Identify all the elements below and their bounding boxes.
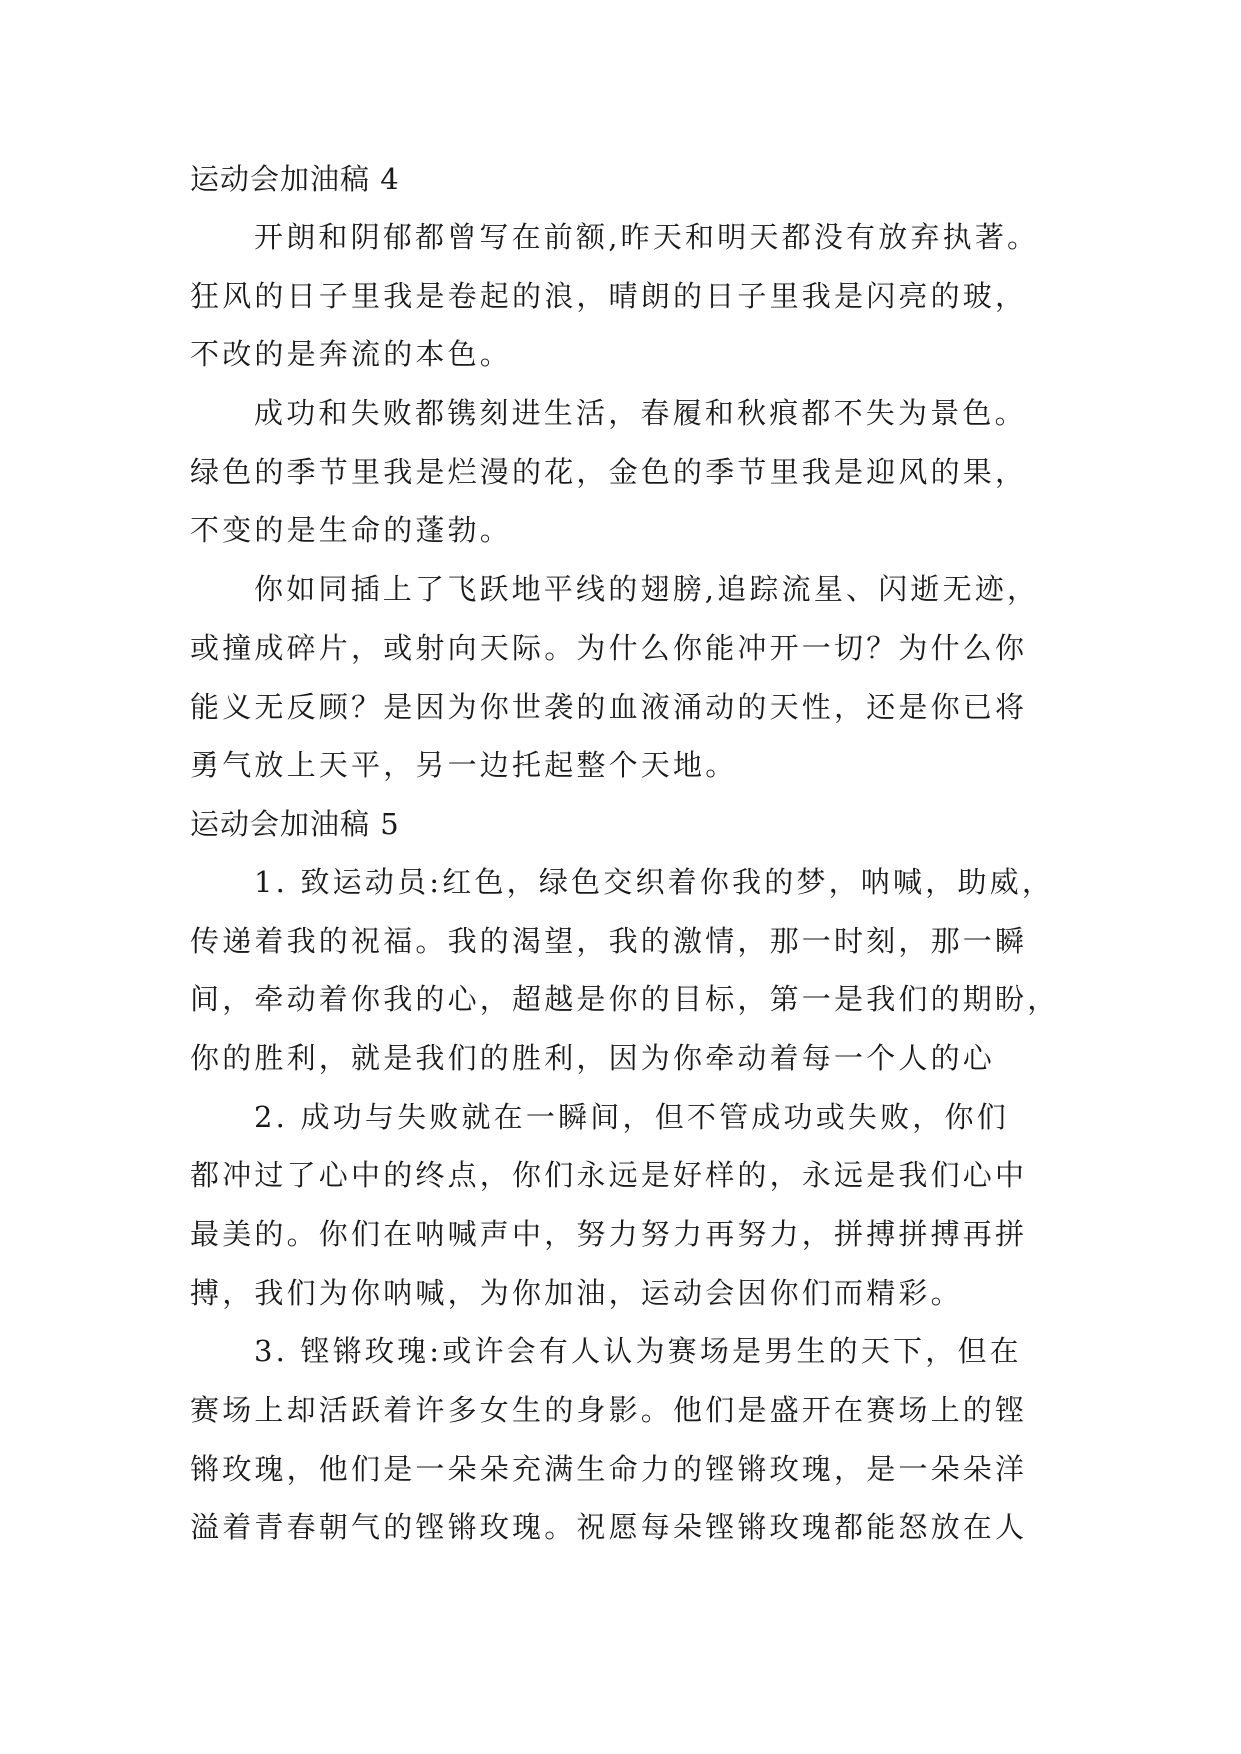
paragraph xyxy=(190,1088,1070,1323)
text-line: 狂风的日子里我是卷起的浪，晴朗的日子里我是闪亮的玻， xyxy=(190,278,1028,313)
text-line: 勇气放上天平，另一边托起整个天地。 xyxy=(190,748,738,783)
text-line: 成功和失败都镌刻进生活，春履和秋痕都不失为景色。 xyxy=(254,396,1027,431)
section-heading-4: 运动会加油稿 4 xyxy=(190,162,400,196)
text-line: 开朗和阴郁都曾写在前额,昨天和明天都没有放弃执著。 xyxy=(254,220,1040,254)
text-line: 你的胜利，就是我们的胜利，因为你牵动着每一个人的心 xyxy=(190,1040,996,1075)
text-line: 传递着我的祝福。我的渴望，我的激情，那一时刻，那一瞬 xyxy=(190,923,1028,958)
text-line: 间，牵动着你我的心，超越是你的目标，第一是我们的期盼， xyxy=(190,982,1060,1017)
text-line: 或撞成碎片，或射向天际。为什么你能冲开一切？为什么你 xyxy=(190,630,1028,665)
text-line: 2. 成功与失败就在一瞬间，但不管成功或失败，你们 xyxy=(254,1099,1009,1134)
text-line: 你如同插上了飞跃地平线的翅膀,追踪流星、闪逝无迹， xyxy=(254,572,1040,607)
document-body xyxy=(190,150,1070,1557)
text-line: 3. 铿锵玫瑰:或许会有人认为赛场是男生的天下，但在 xyxy=(254,1334,1022,1369)
paragraph xyxy=(190,560,1070,795)
paragraph xyxy=(190,1322,1070,1557)
text-line: 搏，我们为你呐喊，为你加油，运动会因你们而精彩。 xyxy=(190,1275,963,1310)
text-line: 溢着青春朝气的铿锵玫瑰。祝愿每朵铿锵玫瑰都能怒放在人 xyxy=(190,1510,1028,1545)
text-line: 赛场上却活跃着许多女生的身影。他们是盛开在赛场上的铿 xyxy=(190,1393,1028,1428)
text-line: 绿色的季节里我是烂漫的花，金色的季节里我是迎风的果， xyxy=(190,454,1028,489)
section-heading-5: 运动会加油稿 5 xyxy=(190,806,400,841)
paragraph xyxy=(190,853,1070,1088)
text-line: 都冲过了心中的终点，你们永远是好样的，永远是我们心中 xyxy=(190,1158,1028,1193)
text-line: 1. 致运动员:红色，绿色交织着你我的梦，呐喊，助威， xyxy=(254,864,1055,899)
text-line: 不变的是生命的蓬勃。 xyxy=(190,513,513,548)
paragraph xyxy=(190,208,1070,384)
text-line: 锵玫瑰，他们是一朵朵充满生命力的铿锵玫瑰，是一朵朵洋 xyxy=(190,1451,1028,1486)
text-line: 最美的。你们在呐喊声中，努力努力再努力，拼搏拼搏再拼 xyxy=(190,1217,1028,1251)
text-line: 不改的是奔流的本色。 xyxy=(190,337,513,372)
paragraph xyxy=(190,384,1070,560)
text-line: 能义无反顾？是因为你世袭的血液涌动的天性，还是你已将 xyxy=(190,689,1028,724)
